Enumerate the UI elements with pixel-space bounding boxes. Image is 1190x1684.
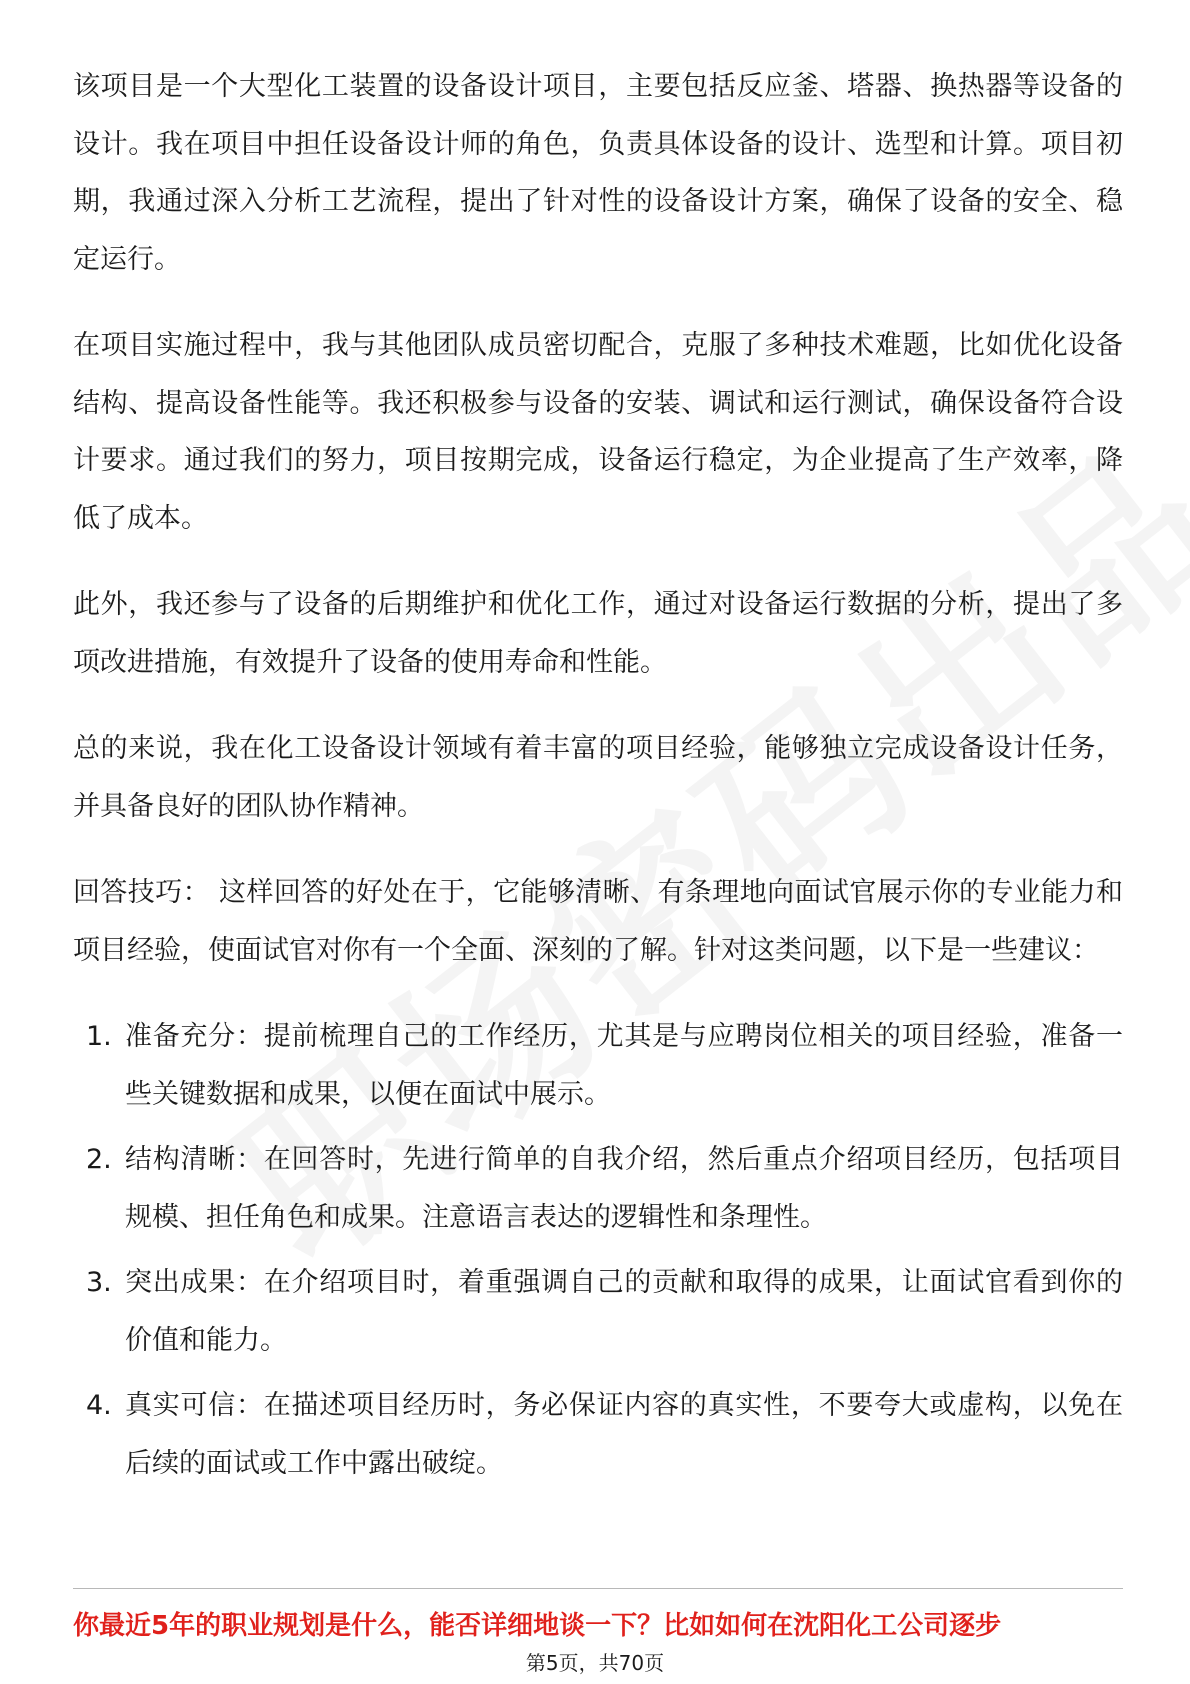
paragraph-answer-tips: 回答技巧： 这样回答的好处在于，它能够清晰、有条理地向面试官展示你的专业能力和项目经验，使面试官对你有一个全面、深刻的了解。针对这类问题，以下是一些建议： — [73, 877, 1123, 966]
paragraph-summary: 总的来说，我在化工设备设计领域有着丰富的项目经验，能够独立完成设备设计任务，并具备良好的团队协作精神。 — [73, 733, 1123, 822]
list-item — [73, 1008, 1123, 1123]
list-item-number: 1. — [86, 1021, 112, 1052]
footer-divider — [73, 1588, 1123, 1589]
list-item-number: 3. — [86, 1267, 112, 1298]
list-item — [73, 1377, 1123, 1492]
list-item-number: 4. — [86, 1390, 112, 1421]
list-item-text: 结构清晰：在回答时，先进行简单的自我介绍，然后重点介绍项目经历，包括项目规模、担任角色和成果。注意语言表达的逻辑性和条理性。 — [125, 1144, 1123, 1233]
list-item-text: 准备充分：提前梳理自己的工作经历，尤其是与应聘岗位相关的项目经验，准备一些关键数据和成果，以便在面试中展示。 — [125, 1021, 1123, 1110]
main-content — [73, 58, 1123, 1500]
page-number: 第5页，共70页 — [525, 1651, 665, 1675]
list-item-number: 2. — [86, 1144, 112, 1175]
paragraph-maintenance: 此外，我还参与了设备的后期维护和优化工作，通过对设备运行数据的分析，提出了多项改进措施，有效提升了设备的使用寿命和性能。 — [73, 589, 1123, 678]
next-question-heading: 你最近5年的职业规划是什么，能否详细地谈一下？比如如何在沈阳化工公司逐步 — [73, 1611, 1002, 1641]
list-item-text: 突出成果：在介绍项目时，着重强调自己的贡献和取得的成果，让面试官看到你的价值和能力。 — [125, 1267, 1123, 1356]
tips-list — [73, 1008, 1123, 1492]
paragraph-implementation: 在项目实施过程中，我与其他团队成员密切配合，克服了多种技术难题，比如优化设备结构、提高设备性能等。我还积极参与设备的安装、调试和运行测试，确保设备符合设计要求。通过我们的努力，项目按期完成，设备运行稳定，为企业提高了生产效率，降低了成本。 — [73, 330, 1123, 534]
paragraph-project-overview: 该项目是一个大型化工装置的设备设计项目，主要包括反应釜、塔器、换热器等设备的设计。我在项目中担任设备设计师的角色，负责具体设备的设计、选型和计算。项目初期，我通过深入分析工艺流程，提出了针对性的设备设计方案，确保了设备的安全、稳定运行。 — [73, 71, 1123, 275]
list-item — [73, 1131, 1123, 1246]
list-item-text: 真实可信：在描述项目经历时，务必保证内容的真实性，不要夸大或虚构，以免在后续的面试或工作中露出破绽。 — [125, 1390, 1123, 1479]
list-item — [73, 1254, 1123, 1369]
